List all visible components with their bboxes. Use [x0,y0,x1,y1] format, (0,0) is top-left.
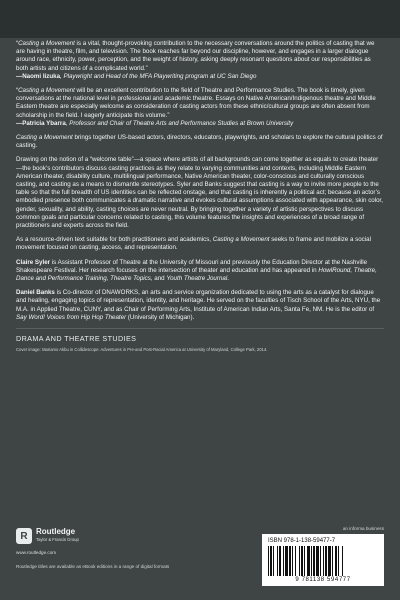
intro-text: brings together US-based actors, directors, educators, playwrights, and scholars to explore the cultural politics of casting. [16,134,383,150]
description-paragraph: Drawing on the notion of a “welcome table”—a space where artists of all backgrounds can come together as equals to create theater—the book’s contributors discuss casting practices as they relate to varying communities and contexts, including Middle Eastern American theater, disability culture, multilingual performance, Native American theater, color-conscious and culturally conscious casting, and casting as a means to dismantle stereotypes. Syler and Banks suggest that casting is a way to invite more people to the table so that the full breadth of US identities can be reflected onstage, and that casting is inherently a political act; because an actor’s embodied presence both communicates a dramatic narrative and evokes cultural assumptions associated with appearance, skin color, gender, sexuality, and ability, casting choices are never neutral. By bringing together a variety of artistic perspectives to discuss common goals and particular concerns related to casting, this volume features the insights and experiences of a broad range of practitioners and experts across the field. [16,156,383,230]
quote-attribution [16,120,293,127]
divider [16,328,384,329]
attribution-title: , Playwright and Head of the MFA Playwriting program at UC San Diego [60,72,257,80]
resource-lead: As a resource-driven text suitable for both practitioners and academics, [16,236,213,244]
isbn: ISBN 978-1-138-59477-7 [268,538,336,544]
attribution-name: —Naomi Iizuka [16,72,61,80]
author-bio-2 [16,289,384,322]
cover-image-credit: Cover image: Mariamo Akbu in Collidescope: Adventures in Pre-and Post-Racial America at University of Maryland, College Park, 2014. [16,347,268,353]
informa-tagline: an informa business [342,526,384,531]
publisher-logo [16,528,79,544]
barcode-area [262,526,384,586]
barcode-box [262,534,384,586]
book-title: Casting a Movement [16,134,73,142]
barcode-number: 9 781138 594777 [295,577,351,583]
quote-text: will be an excellent contribution to the field of Theatre and Performance Studies. The book is timely, given conversations at the national level in professional and academic theatre. Essays on Native American/Indigenous theatre and Middle Eastern theatre are especially welcome as consideration of casting actors from these ethnic/cultural groups are often absent from scholarship in the field. I eagerly anticipate this volume.” [16,87,376,119]
footer [16,528,384,586]
resource-paragraph [16,236,384,252]
top-band [0,0,400,38]
content-area [16,40,384,353]
attribution-title: , Professor and Chair of Theatre Arts and Performance Studies at Brown University [65,119,294,127]
subject-category: DRAMA AND THEATRE STUDIES [16,334,137,344]
bio-publication-last: Youth Theatre Journal [166,275,228,283]
bio-and: and [152,275,167,283]
ebook-note: Routledge titles are available as eBook editions in a range of digital formats [16,564,170,569]
author-name: Claire Syler [16,258,51,266]
endorsement-quote-1: “Casting a Movement is a vital, thought-provoking contribution to the necessary conversations around the politics of casting that we are having in theatre, film, and television. The book reaches far beyond our discipline, however, and engages in a larger dialogue around race, ethnicity, power, perception, and the weight of history, asking deeply resonant questions about our responsibilities as both artists and citizens of a complicated world.” —Naomi Iizuka, Playwright and Head of the MFA Playwriting program at UC San Diego [16,40,375,80]
publisher-url: www.routledge.com [16,550,57,555]
book-title: Casting a Movement [212,236,270,244]
barcode-bars [268,546,378,576]
bio-text: is Co-director of DNAWORKS, an arts and service organization dedicated to using the arts as a catalyst for dialogue and healing, engaging topics of representation, identity, and heritage. He served on the faculties of Tisch School of the Arts, NYU, the M.A. in Applied Theatre, CUNY, and as Chair of Performing Arts, Institute of American Indian Arts, Santa Fe, NM. He is the editor of [16,289,381,313]
attribution-name: —Patricia Ybarra [16,119,66,127]
resource-rest: seeks to frame and mobilize a social movement focused on casting, access, and representation. [16,236,371,252]
book-title: Casting a Movement [18,87,75,95]
quote-attribution [16,73,256,80]
bio-end: (University of Michigan). [126,313,195,321]
book-title: Casting a Movement [18,40,75,47]
barcode-gap [343,546,344,576]
bio-publications: HowlRound, Theatre, Dance and Performance Training, Theatre Topics, [16,266,377,283]
author-name: Daniel Banks [16,289,55,297]
bio-book: Say Word! Voices from Hip Hop Theater [16,313,127,321]
author-bio-1 [16,259,384,284]
quote-text: is a vital, thought-provoking contribution to the necessary conversations around the politics of casting that we are having in theatre, film, and television. The book reaches far beyond our discipline, however, and engages in a larger dialogue around race, ethnicity, power, perception, and the weight of history, asking deeply resonant questions about our responsibilities as both artists and citizens of a complicated world.” [16,40,375,72]
intro-paragraph [16,134,384,150]
bio-text: is Assistant Professor of Theatre at the University of Missouri and previously the Education Director at the Nashville Shakespeare Festival. Her research focuses on the intersection of theater and education and has appeared in [16,258,368,274]
publisher-name: Routledge [36,527,76,536]
publisher-group: Taylor & Francis Group [36,537,79,542]
endorsement-quote-2: “Casting a Movement will be an excellent contribution to the field of Theatre and Performance Studies. The book is timely, given conversations at the national level in professional and academic theatre. Essays on Native American/Indigenous theatre and Middle Eastern theatre are especially welcome as consideration of casting actors from these ethnic/cultural groups are often absent from scholarship in the field. I eagerly anticipate this volume.” —Patricia Ybarra, Professor and Chair of Theatre Arts and Performance Studies at Brown University [16,87,376,127]
bio-end: . [227,275,229,283]
routledge-logo-icon: R [16,528,32,544]
